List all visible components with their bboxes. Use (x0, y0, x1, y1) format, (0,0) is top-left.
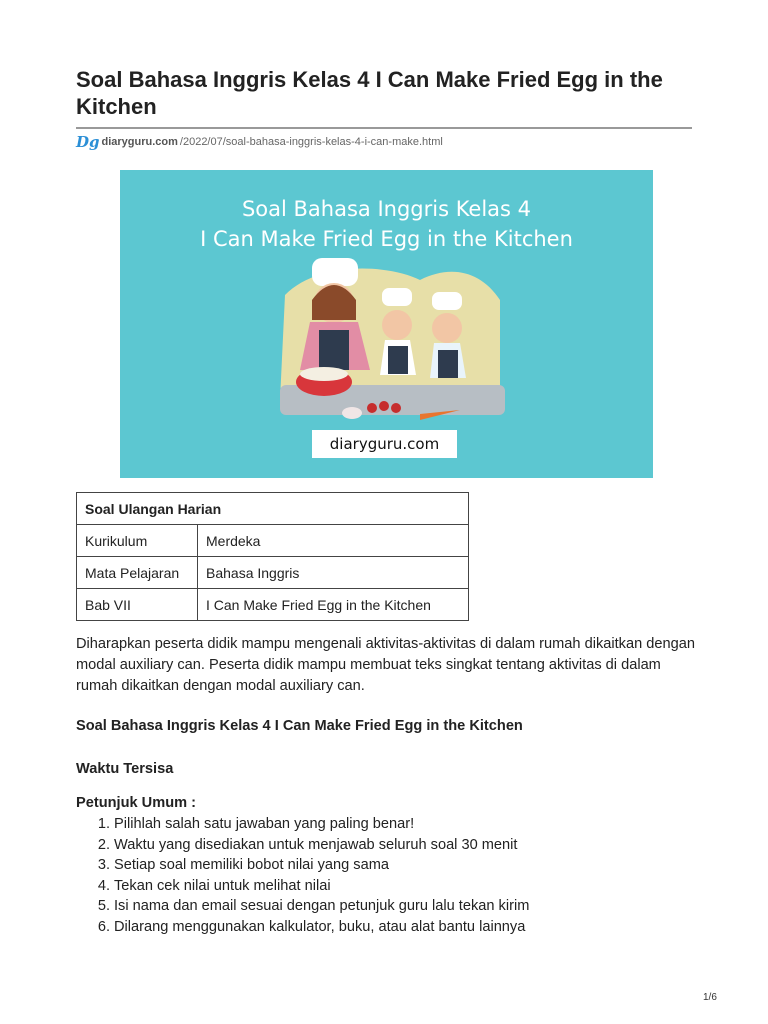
hero-image (120, 170, 653, 478)
girl-apron (388, 346, 408, 374)
site-logo-icon: Dg (76, 133, 100, 151)
page-number: 1/6 (703, 992, 717, 1003)
chef-hat-boy (432, 292, 462, 310)
boy-apron (438, 350, 458, 378)
chef-hat-mother (312, 258, 358, 286)
list-item: 6. Dilarang menggunakan kalkulator, buku, atau alat bantu lainnya (97, 918, 526, 935)
instructions-list (76, 814, 529, 937)
mother-apron (319, 330, 349, 370)
tomato (379, 401, 389, 411)
table-row (77, 525, 469, 557)
eggs-bowl (342, 407, 362, 419)
table-cell-label: Kurikulum (77, 525, 198, 557)
tomato (391, 403, 401, 413)
page-title: Soal Bahasa Inggris Kelas 4 I Can Make Fried Egg in the Kitchen (76, 67, 663, 119)
source-domain[interactable]: diaryguru.com (101, 136, 178, 148)
site-badge: diaryguru.com (312, 430, 457, 458)
chef-hat-girl (382, 288, 412, 306)
pot-contents (300, 367, 348, 381)
table-cell-value: I Can Make Fried Egg in the Kitchen (198, 589, 469, 621)
list-item: 5. Isi nama dan email sesuai dengan petunjuk guru lalu tekan kirim (97, 898, 530, 914)
list-item: 1. Pilihlah salah satu jawaban yang paling benar! (97, 816, 415, 832)
table-cell-value: Merdeka (198, 525, 469, 557)
table-cell-value: Bahasa Inggris (198, 557, 469, 589)
table-header-cell: Soal Ulangan Harian (77, 493, 469, 525)
table-row (77, 589, 469, 621)
tomato (367, 403, 377, 413)
timer-label: Waktu Tersisa (76, 761, 174, 777)
girl-head (382, 310, 412, 340)
boy-head (432, 313, 462, 343)
source-path[interactable]: /2022/07/soal-bahasa-inggris-kelas-4-i-can-make.html (179, 136, 443, 148)
list-item: 2. Waktu yang disediakan untuk menjawab seluruh soal 30 menit (97, 836, 518, 853)
intro-paragraph: Diharapkan peserta didik mampu mengenali aktivitas-aktivitas di dalam rumah dikaitkan dengan modal auxiliary can. Peserta didik mampu membuat teks singkat tentang aktivitas di dalam rumah dikaitkan dengan modal auxiliary can. (76, 636, 695, 694)
instructions-title: Petunjuk Umum : (76, 795, 196, 811)
table-cell-label: Mata Pelajaran (77, 557, 198, 589)
list-item: 3. Setiap soal memiliki bobot nilai yang sama (97, 857, 389, 873)
table-cell-label: Bab VII (77, 589, 198, 621)
source-line[interactable] (76, 133, 443, 151)
info-table (76, 492, 469, 621)
table-row (77, 557, 469, 589)
hero-title-line2: I Can Make Fried Egg in the Kitchen (200, 227, 573, 251)
list-item: 4. Tekan cek nilai untuk melihat nilai (97, 877, 331, 894)
table-header-row (77, 493, 469, 525)
hero-title-line1: Soal Bahasa Inggris Kelas 4 (241, 197, 532, 221)
section-title: Soal Bahasa Inggris Kelas 4 I Can Make Fried Egg in the Kitchen (76, 718, 523, 734)
title-divider (76, 127, 692, 129)
